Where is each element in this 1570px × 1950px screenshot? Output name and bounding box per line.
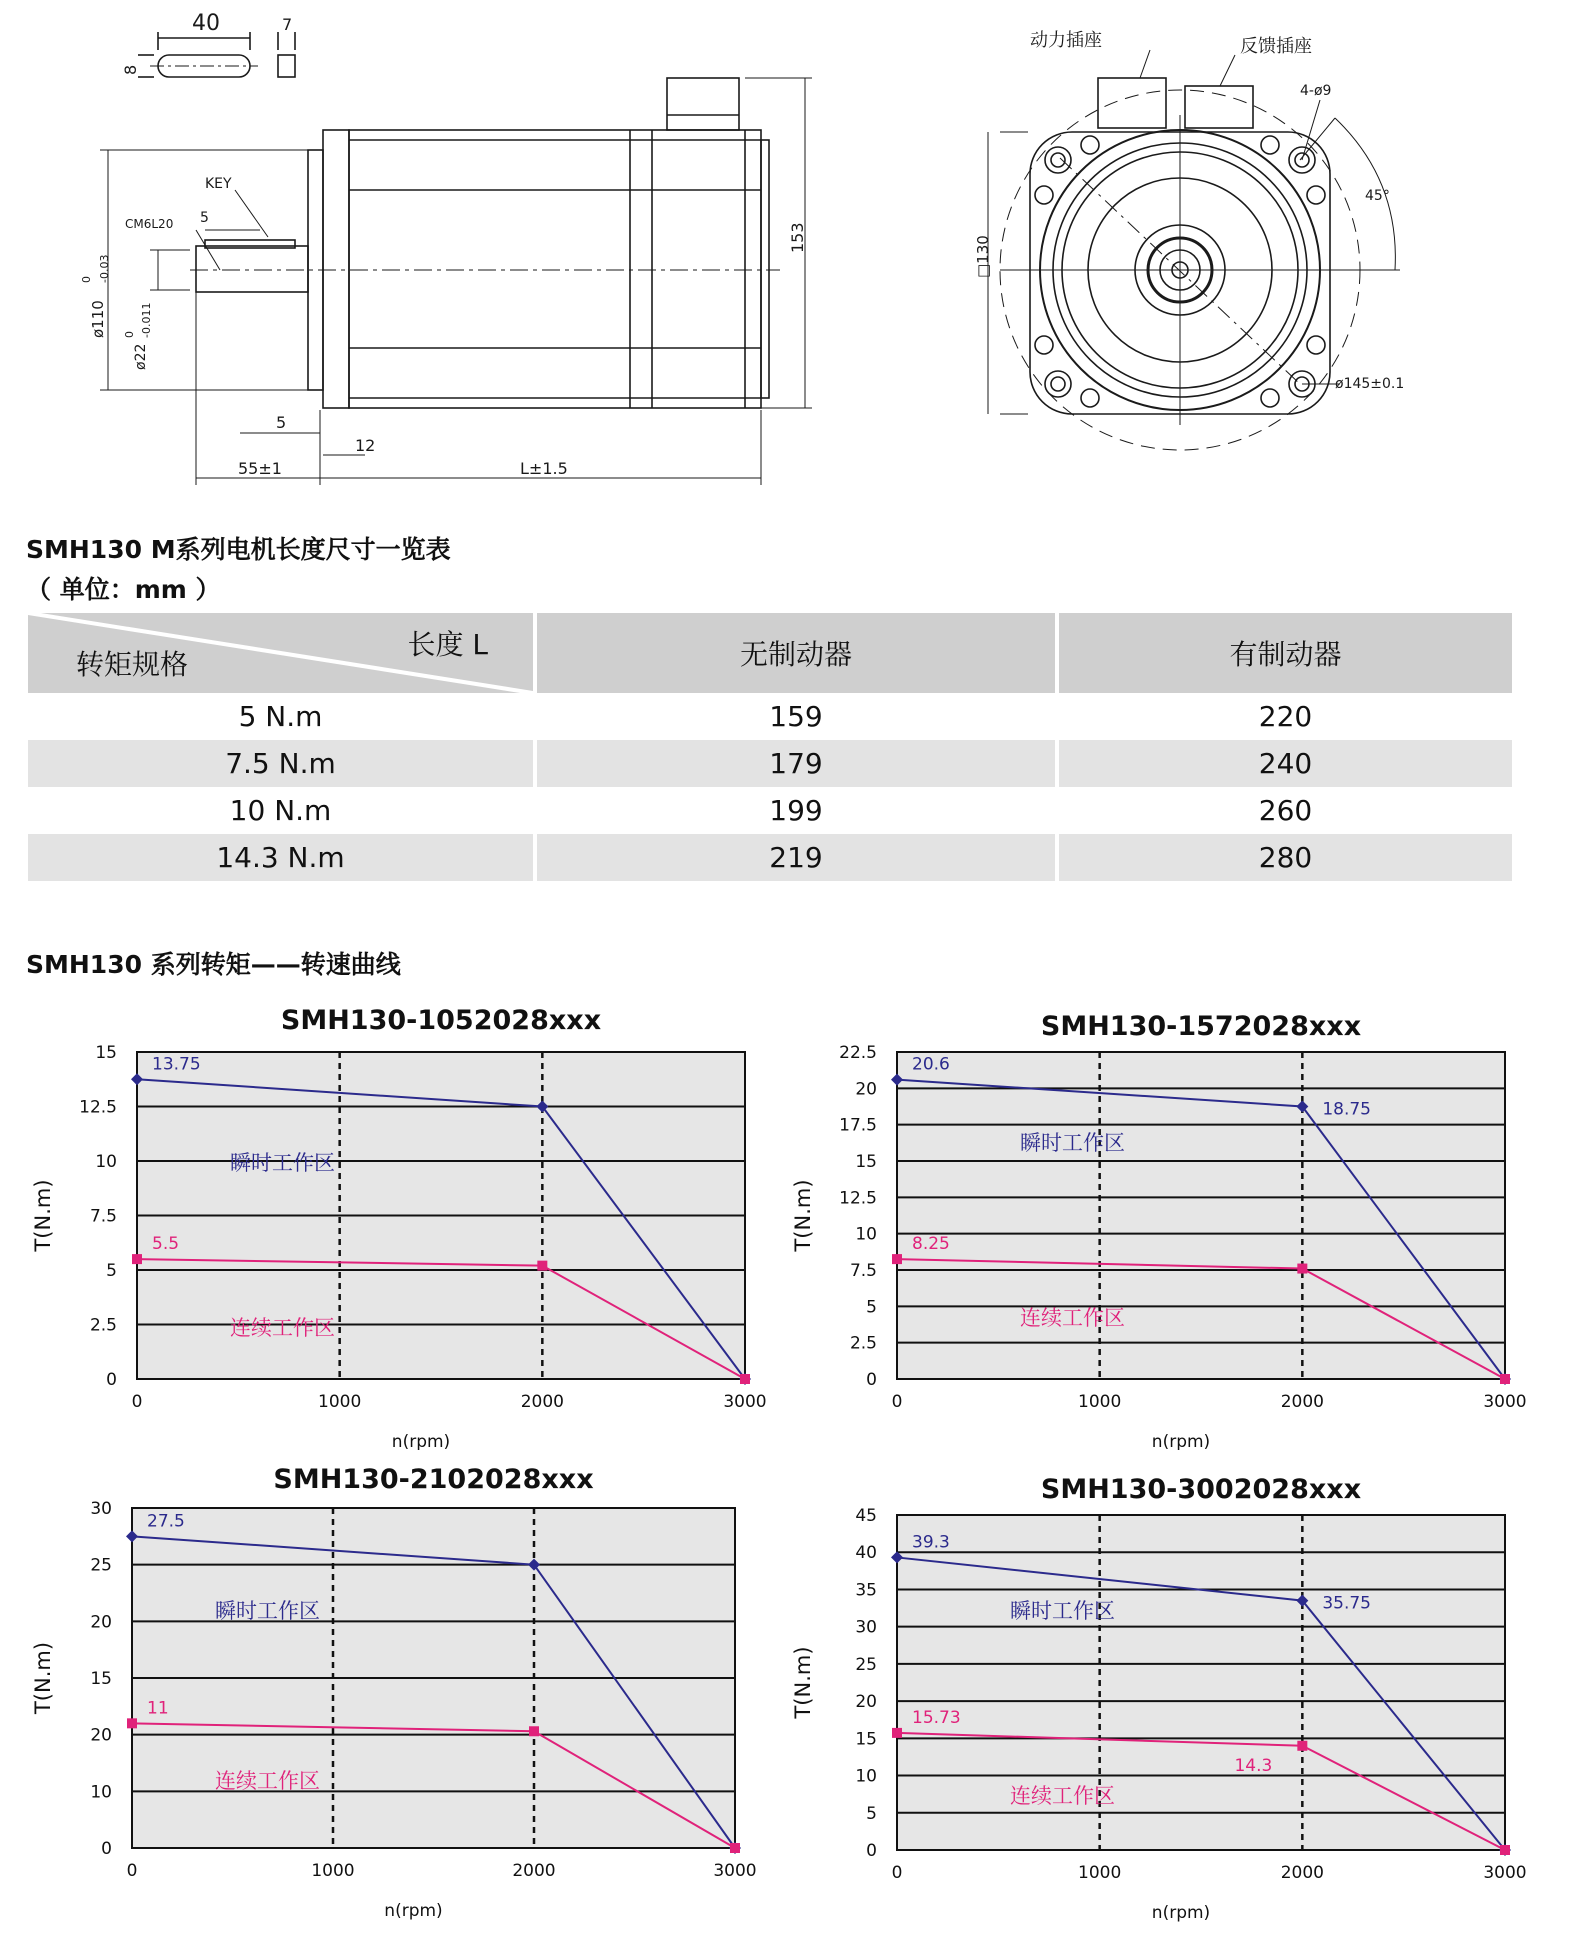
data-label: 35.75	[1322, 1593, 1372, 1614]
y-tick-label: 2.5	[89, 1315, 117, 1336]
header-torque-label: 转矩规格	[76, 648, 189, 681]
table-row	[28, 693, 1512, 740]
y-tick-label: 30	[90, 1499, 112, 1519]
region-label: 连续工作区	[230, 1316, 335, 1340]
y-tick-label: 20	[90, 1612, 112, 1633]
region-label: 瞬时工作区	[215, 1599, 320, 1623]
data-label: 11	[147, 1698, 169, 1719]
cell-brake: 220	[1258, 700, 1313, 733]
body-length-label: L±1.5	[520, 459, 568, 478]
data-label: 18.75	[1322, 1099, 1372, 1120]
x-axis-label: n(rpm)	[1151, 1432, 1211, 1450]
x-tick-label: 1000	[311, 1861, 355, 1881]
series-point	[1500, 1374, 1510, 1384]
motor-shaft	[196, 246, 308, 292]
key-offset-label: 5	[200, 210, 209, 226]
y-tick-label: 10	[95, 1152, 117, 1172]
torque-speed-chart-1572028	[780, 995, 1540, 1450]
series-point	[730, 1843, 740, 1853]
series-point	[529, 1726, 539, 1736]
height-153-label: 153	[788, 222, 807, 253]
x-tick-label: 1000	[1078, 1863, 1122, 1883]
table-row	[28, 787, 1512, 834]
x-tick-label: 2000	[520, 1392, 564, 1412]
y-tick-label: 0	[101, 1839, 112, 1859]
data-label: 13.75	[152, 1054, 201, 1075]
region-label: 连续工作区	[1020, 1306, 1125, 1330]
torque-speed-chart-2102028	[20, 1458, 780, 1928]
series-point	[1297, 1741, 1307, 1751]
y-axis-label: T(N.m)	[31, 1179, 55, 1252]
cell-torque: 14.3 N.m	[28, 834, 533, 881]
cell-torque: 5 N.m	[238, 700, 323, 733]
shaft-length-label: 55±1	[238, 459, 282, 478]
series-point	[1500, 1845, 1510, 1855]
cell-brake: 260	[1258, 794, 1313, 827]
x-tick-label: 0	[891, 1392, 903, 1412]
key-label: KEY	[205, 176, 232, 192]
svg-text:-0.03: -0.03	[98, 254, 111, 283]
key-height-label: 8	[121, 64, 140, 75]
y-tick-label: 5	[866, 1803, 877, 1824]
y-tick-label: 7.5	[89, 1206, 117, 1227]
x-axis-label: n(rpm)	[391, 1432, 451, 1450]
key-length-label: 40	[192, 11, 220, 36]
cell-no-brake: 159	[769, 700, 823, 733]
series-point	[892, 1254, 902, 1264]
table-title: SMH130 M系列电机长度尺寸一览表	[26, 535, 451, 564]
motor-connector	[667, 78, 739, 130]
chart-title: SMH130-2102028xxx	[273, 1464, 594, 1495]
y-tick-label: 15	[855, 1152, 877, 1172]
y-tick-label: 0	[106, 1370, 117, 1390]
x-tick-label: 3000	[1483, 1863, 1527, 1883]
feedback-socket-label: 反馈插座	[1240, 36, 1312, 57]
x-tick-label: 3000	[1483, 1392, 1527, 1412]
series-point	[1297, 1264, 1307, 1274]
region-label: 连续工作区	[1010, 1784, 1115, 1808]
x-tick-label: 0	[891, 1863, 903, 1883]
data-label: 14.3	[1234, 1755, 1273, 1776]
key-width-label: 7	[282, 15, 293, 34]
x-tick-label: 3000	[723, 1392, 767, 1412]
x-tick-label: 0	[131, 1392, 143, 1412]
data-label: 8.25	[912, 1234, 950, 1255]
y-tick-label: 20	[855, 1692, 877, 1713]
table-row	[28, 740, 1512, 787]
y-tick-label: 35	[855, 1580, 877, 1601]
y-tick-label: 5	[866, 1297, 877, 1318]
chart-title: SMH130-1052028xxx	[280, 1005, 602, 1036]
y-tick-label: 17.5	[839, 1115, 877, 1136]
dim-5-label: 5	[276, 413, 287, 432]
plot-area	[897, 1515, 1505, 1850]
header-brake: 有制动器	[1059, 613, 1512, 693]
motor-dimension-drawing	[0, 0, 1570, 500]
y-tick-label: 30	[855, 1617, 877, 1638]
key-side-shape	[278, 55, 295, 77]
header-length-label: 长度 L	[407, 628, 488, 661]
motor-body	[349, 130, 761, 408]
svg-text:0: 0	[80, 276, 93, 283]
y-tick-label: 45	[855, 1506, 877, 1526]
region-label: 瞬时工作区	[230, 1151, 335, 1175]
power-socket-label: 动力插座	[1030, 30, 1102, 51]
y-tick-label: 25	[855, 1654, 877, 1675]
y-tick-label: 5	[106, 1261, 117, 1281]
square-label: □130	[974, 235, 992, 278]
series-point	[892, 1728, 902, 1738]
data-label: 15.73	[912, 1707, 961, 1728]
svg-text:0: 0	[123, 331, 136, 338]
power-socket-shape	[1098, 78, 1166, 128]
y-tick-label: 15	[95, 1043, 117, 1063]
pcd-label: ø145±0.1	[1335, 376, 1405, 392]
feedback-socket-shape	[1185, 86, 1253, 128]
x-axis-label: n(rpm)	[384, 1901, 443, 1921]
x-tick-label: 1000	[318, 1392, 362, 1412]
x-axis-label: n(rpm)	[1151, 1903, 1211, 1923]
cell-no-brake: 199	[769, 794, 823, 827]
table-corner-header	[28, 613, 533, 693]
x-tick-label: 3000	[713, 1861, 757, 1881]
svg-text:ø22: ø22	[133, 343, 149, 370]
holes-label: 4-ø9	[1300, 83, 1332, 99]
region-label: 瞬时工作区	[1020, 1131, 1125, 1155]
shaft-dia-label	[123, 303, 153, 370]
length-dimension-table	[24, 613, 1516, 881]
y-tick-label: 20	[855, 1079, 877, 1100]
series-point	[740, 1374, 750, 1384]
series-point	[127, 1718, 137, 1728]
data-label: 20.6	[912, 1054, 950, 1075]
y-tick-label: 2.5	[849, 1333, 877, 1354]
y-tick-label: 12.5	[79, 1097, 117, 1118]
curves-title: SMH130 系列转矩——转速曲线	[26, 950, 401, 979]
region-label: 连续工作区	[215, 1769, 320, 1793]
table-header-row	[28, 613, 1512, 693]
x-tick-label: 2000	[512, 1861, 556, 1881]
data-label: 5.5	[152, 1234, 180, 1255]
chart-title: SMH130-3002028xxx	[1040, 1474, 1362, 1505]
table-row	[28, 834, 1512, 881]
cell-no-brake: 219	[537, 834, 1055, 881]
y-tick-label: 25	[90, 1555, 112, 1576]
y-tick-label: 0	[866, 1370, 877, 1390]
cell-torque: 7.5 N.m	[28, 740, 533, 787]
series-point	[537, 1261, 547, 1271]
region-label: 瞬时工作区	[1010, 1599, 1115, 1623]
center-hole-label: CM6L20	[125, 217, 174, 231]
y-axis-label: T(N.m)	[31, 1641, 55, 1715]
flange-dia-label	[80, 255, 111, 338]
svg-text:-0.011: -0.011	[140, 302, 153, 338]
y-tick-label: 10	[855, 1224, 877, 1245]
x-tick-label: 1000	[1078, 1392, 1122, 1412]
data-label: 39.3	[912, 1532, 950, 1553]
torque-speed-chart-1052028	[20, 995, 780, 1450]
svg-text:ø110: ø110	[89, 300, 107, 338]
y-axis-label: T(N.m)	[791, 1646, 815, 1719]
y-tick-label: 15	[855, 1729, 877, 1750]
header-no-brake: 无制动器	[537, 613, 1055, 693]
y-tick-label: 40	[855, 1543, 877, 1564]
x-tick-label: 2000	[1280, 1863, 1324, 1883]
cell-torque: 10 N.m	[229, 794, 332, 827]
y-axis-label: T(N.m)	[791, 1179, 815, 1252]
y-tick-label: 7.5	[849, 1261, 877, 1281]
y-tick-label: 0	[866, 1841, 877, 1861]
cell-brake: 280	[1059, 834, 1512, 881]
cell-brake: 240	[1059, 740, 1512, 787]
angle-label: 45°	[1365, 188, 1390, 204]
y-tick-label: 15	[90, 1669, 112, 1689]
y-tick-label: 20	[90, 1725, 112, 1746]
data-label: 27.5	[147, 1511, 185, 1532]
x-tick-label: 0	[126, 1861, 138, 1881]
cell-no-brake: 179	[537, 740, 1055, 787]
y-tick-label: 10	[855, 1766, 877, 1787]
x-tick-label: 2000	[1280, 1392, 1324, 1412]
series-point	[132, 1254, 142, 1264]
y-tick-label: 10	[90, 1782, 112, 1803]
torque-speed-chart-3002028	[780, 1458, 1540, 1928]
y-tick-label: 22.5	[839, 1043, 877, 1063]
chart-title: SMH130-1572028xxx	[1040, 1011, 1362, 1042]
table-unit: （ 单位：mm ）	[26, 575, 221, 604]
y-tick-label: 12.5	[839, 1188, 877, 1209]
dim-12-label: 12	[355, 436, 376, 455]
